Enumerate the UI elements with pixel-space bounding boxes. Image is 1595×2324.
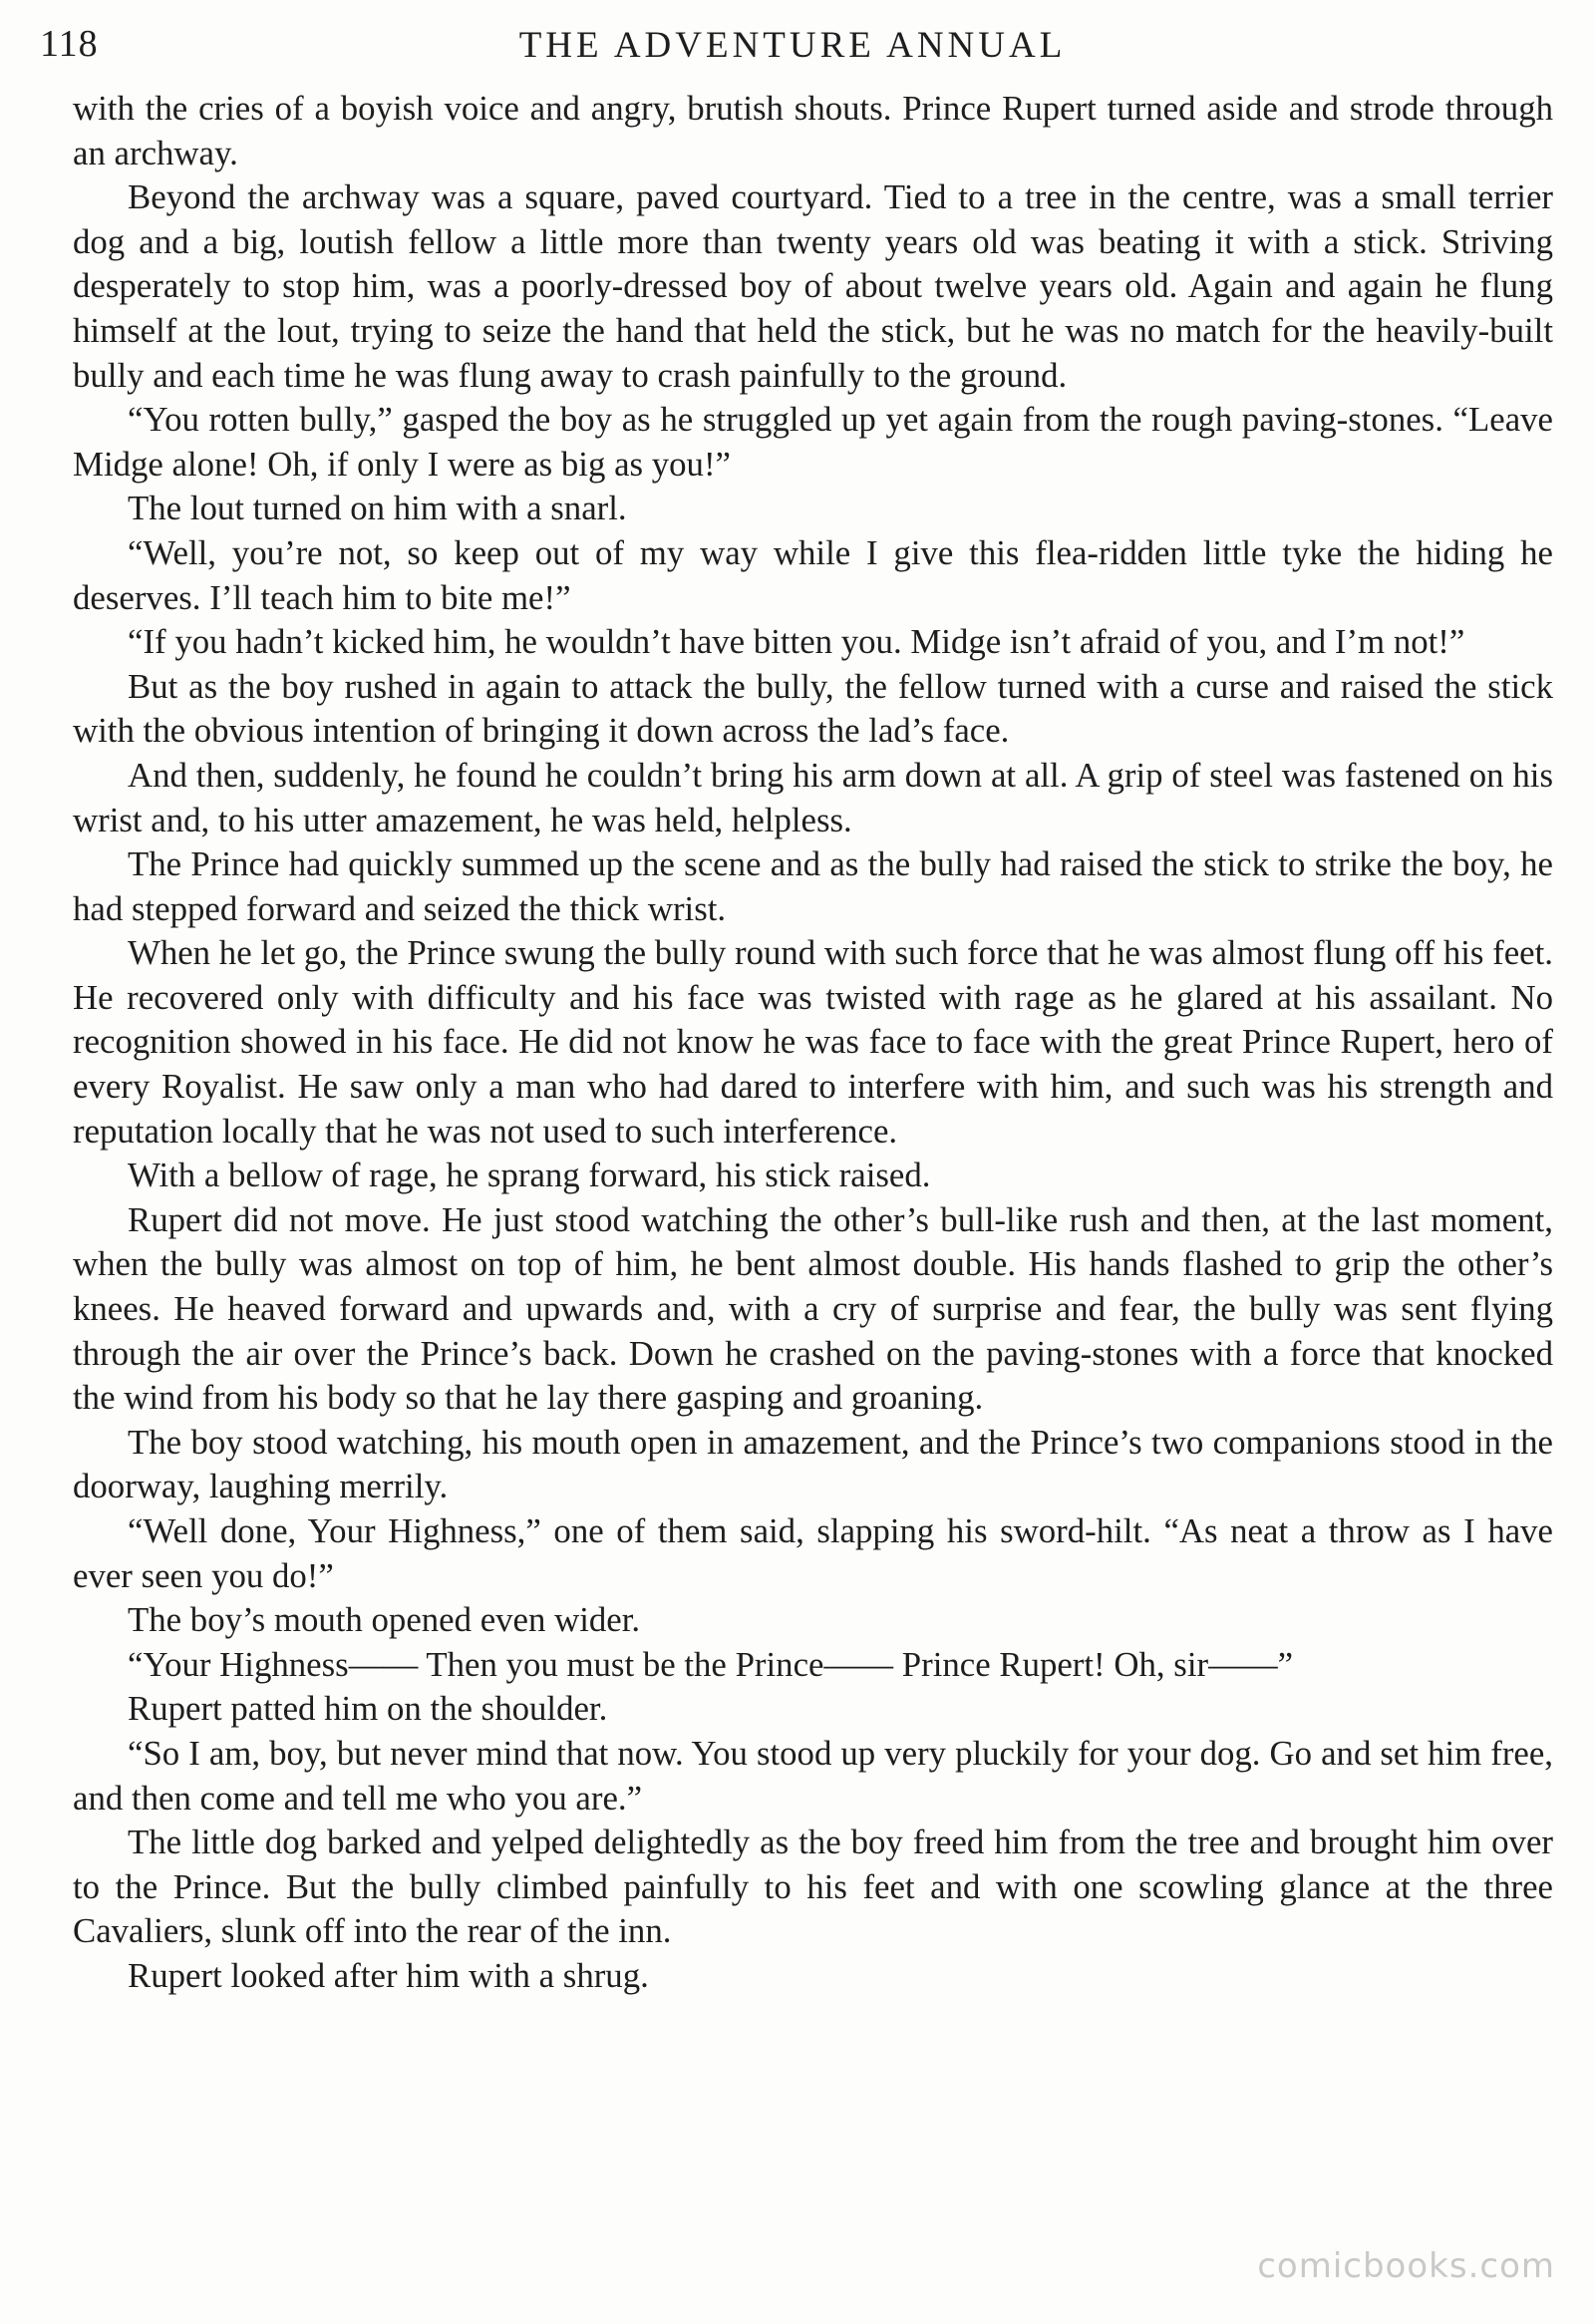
paragraph-6: “If you hadn’t kicked him, he wouldn’t have bitten you. Midge isn’t afraid of you, and I’m not!” [128, 622, 1465, 662]
paragraph-1: with the cries of a boyish voice and angry, brutish shouts. Prince Rupert turned aside and strode through an archway. [73, 89, 1553, 172]
paragraph-13: The boy stood watching, his mouth open in amazement, and the Prince’s two companions stood in the doorway, laughing merrily. [73, 1422, 1553, 1506]
paragraph-11: With a bellow of rage, he sprang forward, his stick raised. [128, 1156, 931, 1195]
story-text [73, 87, 1553, 1999]
paragraph-15: The boy’s mouth opened even wider. [128, 1600, 641, 1640]
paragraph-14: “Well done, Your Highness,” one of them said, slapping his sword-hilt. “As neat a throw as I have ever seen you do!” [73, 1511, 1553, 1595]
watermark-text: comicbooks.com [1257, 2246, 1555, 2286]
paragraph-3: “You rotten bully,” gasped the boy as he struggled up yet again from the rough paving-stones. “Leave Midge alone! Oh, if only I were as big as you!” [73, 400, 1553, 484]
paragraph-20: Rupert looked after him with a shrug. [128, 1955, 649, 1995]
paragraph-18: “So I am, boy, but never mind that now. You stood up very pluckily for your dog. Go and set him free, and then come and tell me who you are.” [73, 1733, 1553, 1818]
paragraph-7: But as the boy rushed in again to attack the bully, the fellow turned with a curse and raised the stick with the obvious intention of bringing it down across the lad’s face. [73, 666, 1553, 751]
paragraph-17: Rupert patted him on the shoulder. [128, 1689, 608, 1729]
paragraph-8: And then, suddenly, he found he couldn’t bring his arm down at all. A grip of steel was fastened on his wrist and, to his utter amazement, he was held, helpless. [73, 755, 1553, 839]
paragraph-4: The lout turned on him with a snarl. [128, 489, 627, 528]
running-head [40, 22, 1545, 72]
paragraph-19: The little dog barked and yelped delightedly as the boy freed him from the tree and brought him over to the Prince. But the bully climbed painfully to his feet and with one scowling glance at the three Cavaliers, slunk off into the rear of the inn. [73, 1823, 1553, 1951]
running-title: THE ADVENTURE ANNUAL [518, 25, 1067, 66]
paragraph-10: When he let go, the Prince swung the bully round with such force that he was almost flung off his feet. He recovered only with difficulty and his face was twisted with rage as he glared at his assailant. No recognition showed in his face. He did not know he was face to face with the great Prince Rupert, hero of every Royalist. He saw only a man who had dared to interfere with him, and such was his strength and reputation locally that he was not used to such interference. [73, 933, 1553, 1151]
paragraph-5: “Well, you’re not, so keep out of my way while I give this flea-ridden little tyke the hiding he deserves. I’ll teach him to bite me!” [73, 532, 1553, 617]
paragraph-12: Rupert did not move. He just stood watching the other’s bull-like rush and then, at the last moment, when the bully was almost on top of him, he bent almost double. His hands flashed to grip the other’s knees. He heaved forward and upwards and, with a cry of surprise and fear, the bully was sent flying through the air over the Prince’s back. Down he crashed on the paving-stones with a force that knocked the wind from his body so that he lay there gasping and groaning. [73, 1199, 1553, 1418]
page-number: 118 [40, 23, 99, 65]
paragraph-16: “Your Highness—— Then you must be the Prince—— Prince Rupert! Oh, sir——” [128, 1644, 1294, 1684]
paragraph-2: Beyond the archway was a square, paved courtyard. Tied to a tree in the centre, was a small terrier dog and a big, loutish fellow a little more than twenty years old was beating it with a stick. Striving desperately to stop him, was a poorly-dressed boy of about twelve years old. Again and again he flung himself at the lout, trying to seize the hand that held the stick, but he was no match for the heavily-built bully and each time he was flung away to crash painfully to the ground. [73, 177, 1553, 395]
paragraph-9: The Prince had quickly summed up the scene and as the bully had raised the stick to strike the boy, he had stepped forward and seized the thick wrist. [73, 844, 1553, 928]
